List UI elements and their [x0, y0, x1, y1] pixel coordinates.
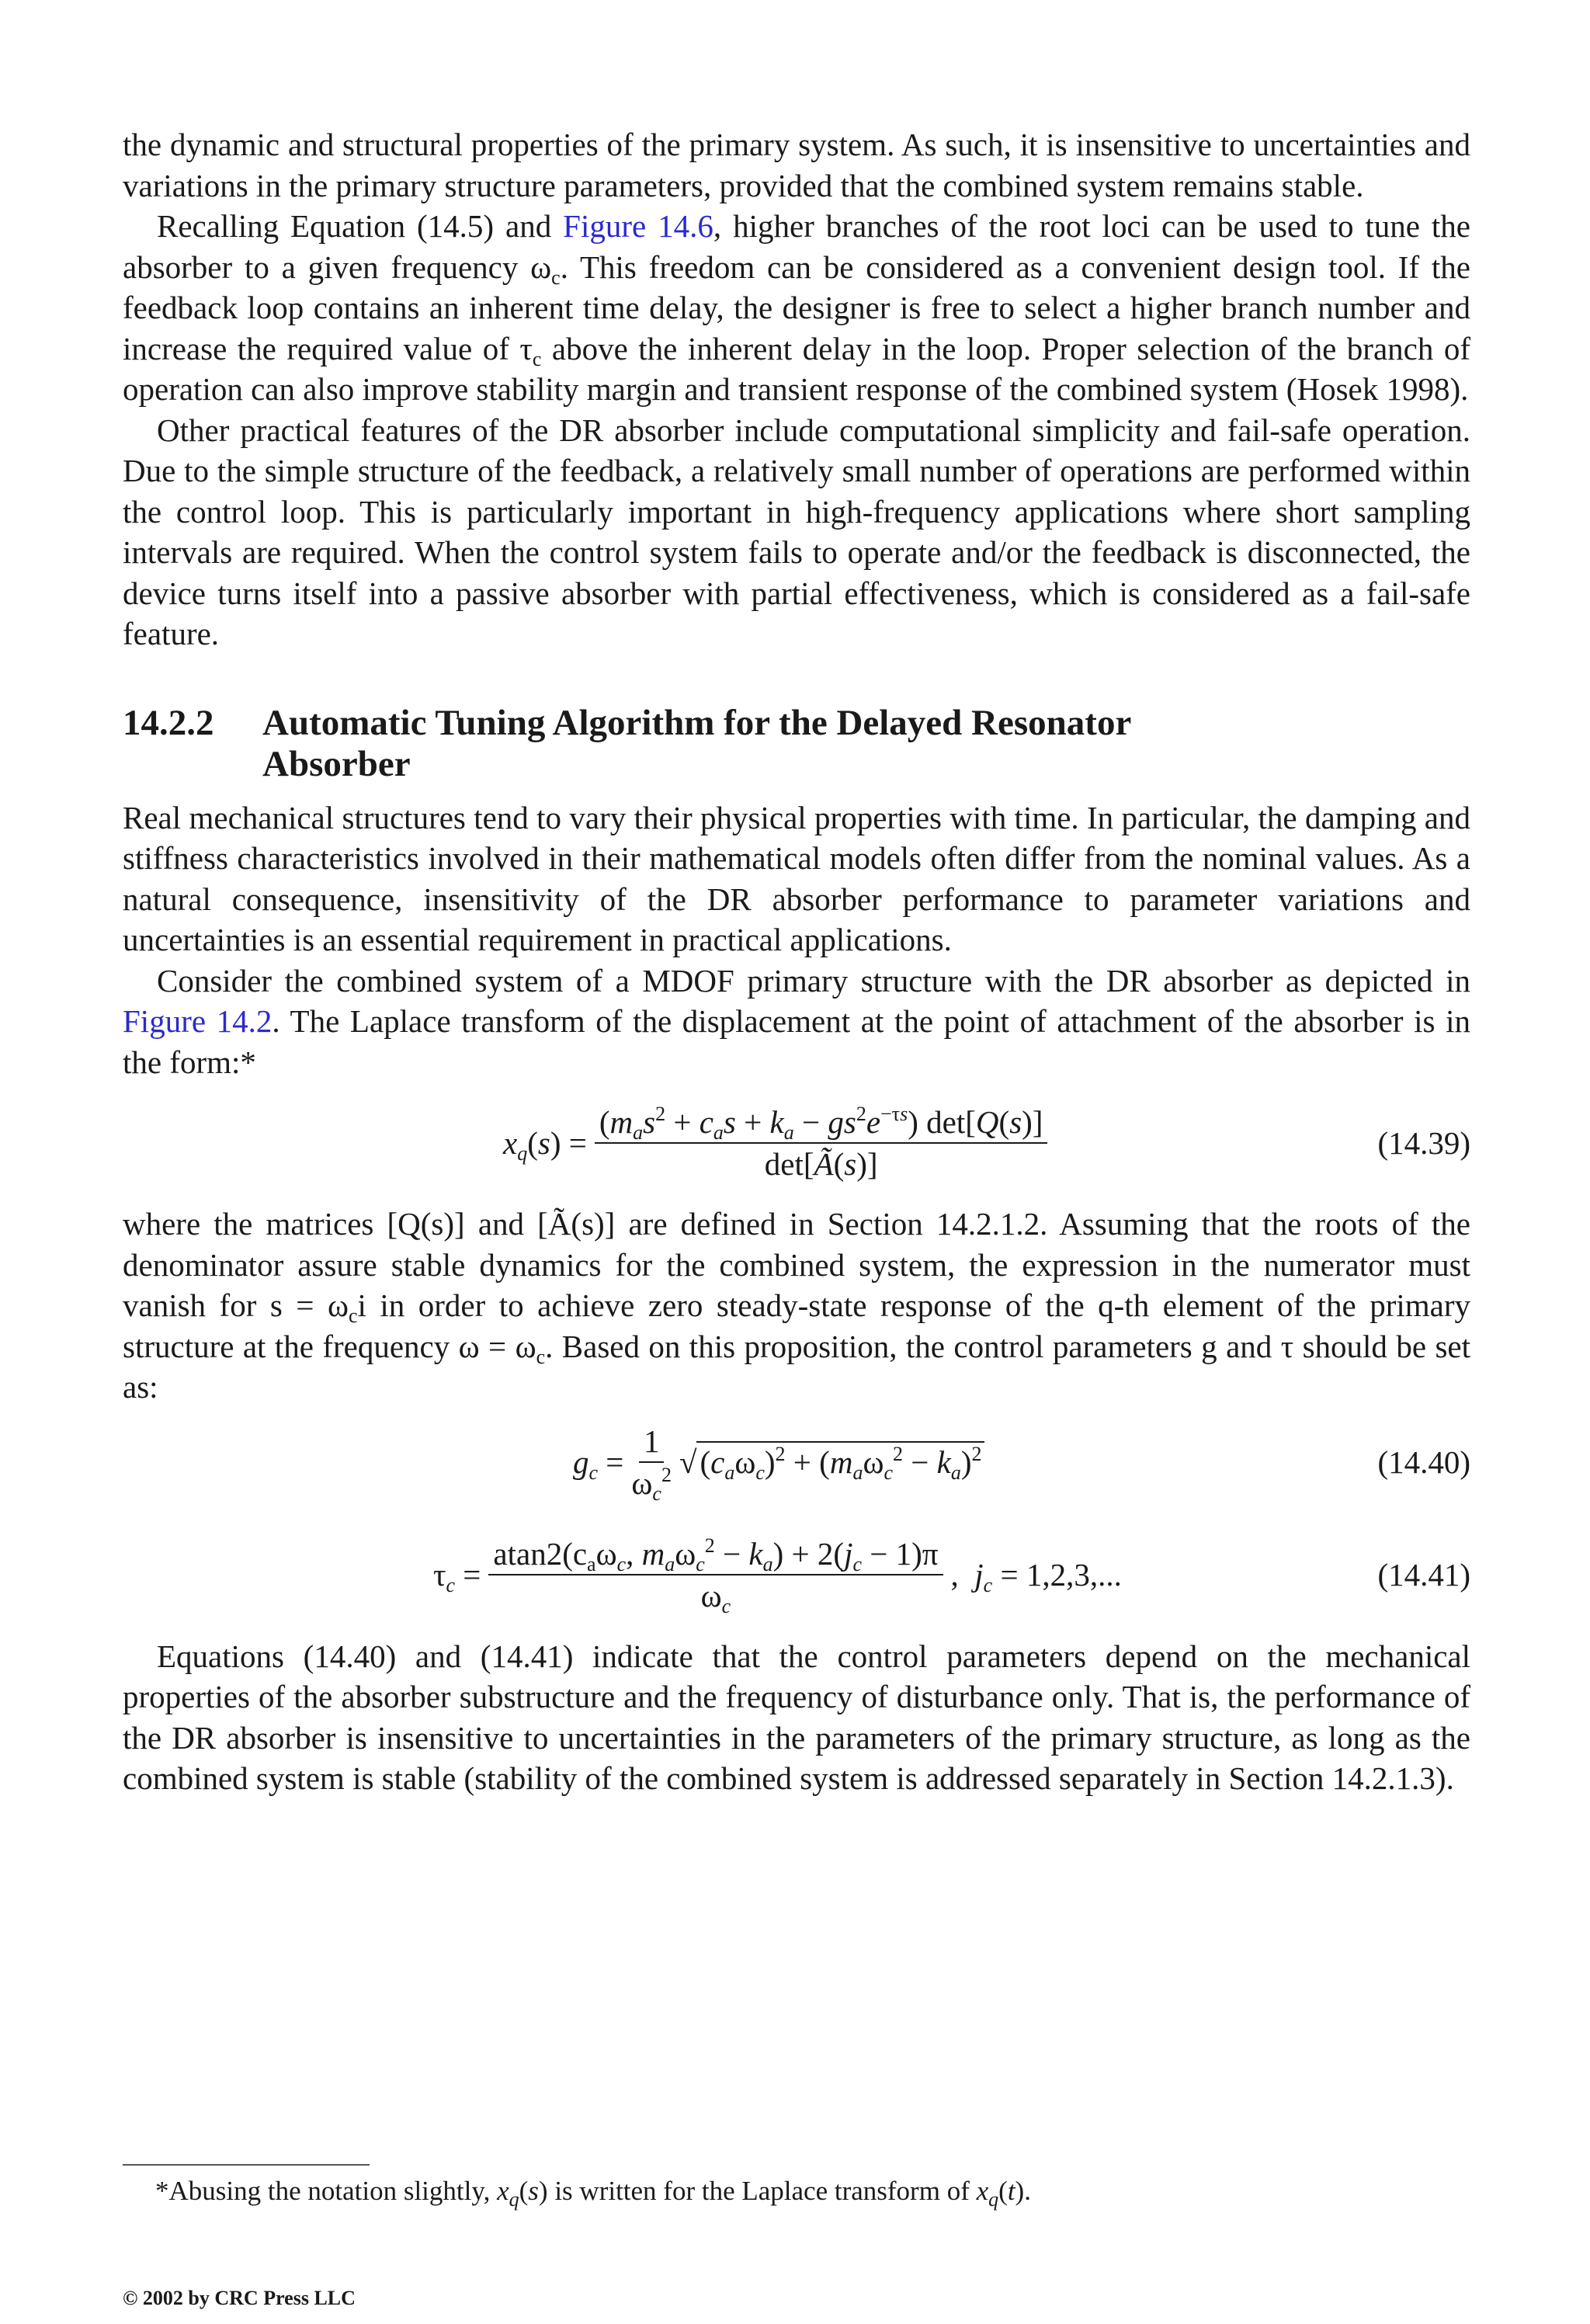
equation-number: (14.39): [1377, 1125, 1470, 1161]
text-run: . Based on this proposition, the control parameters g and τ should be set as:: [123, 1328, 1470, 1405]
section-number: 14.2.2: [123, 702, 214, 743]
paragraph-3: Other practical features of the DR absorber include computational simplicity and fail-safe operation. Due to the simple structure of the feedback, a relatively small number of operations are performed within the control loop. This is particularly important in high-frequency applications where short sampling intervals are required. When the control system fails to operate and/or the feedback is disconnected, the device turns itself into a passive absorber with partial effectiveness, which is considered as a fail-safe feature.: [123, 412, 1470, 651]
paragraph-5: [123, 961, 1470, 1083]
subscript: c: [532, 347, 542, 370]
fraction: $\frac{(m_as^2 + c_as + k_a - gs^2e^{-\tau s}) \det[Q(s)]}{\det[Ã(s)]}$: [595, 1103, 1048, 1183]
copyright-notice: © 2002 by CRC Press LLC: [123, 2287, 356, 2309]
paragraph-2: [123, 206, 1470, 410]
page-body: [123, 124, 1470, 1799]
section-heading: [123, 703, 1470, 785]
paragraph-6: [123, 1204, 1470, 1408]
text-run: where the matrices [Q(s)] and [Ã(s)] are defined in Section 14.2.1.2. Assuming that the roots of the denominator assure stable dynamics for the combined system, the expression in the numerator must vanish for s = ω: [123, 1206, 1470, 1323]
text-run: i in order to achieve zero steady-state response of the q-th element of the primary structure at the frequency ω = ω: [123, 1287, 1471, 1364]
paragraph-4: Real mechanical structures tend to vary their physical properties with time. In particular, the damping and stiffness characteristics involved in their mathematical models often differ from the nominal values. As a natural consequence, insensitivity of the DR absorber performance to parameter variations and uncertainties is an essential requirement in practical applications.: [123, 799, 1470, 957]
equation-14-40: [123, 1408, 1470, 1516]
figure-14-2-link[interactable]: Figure 14.2: [123, 1003, 273, 1039]
section-title: Automatic Tuning Algorithm for the Delayed Resonator Absorber: [262, 702, 1131, 784]
subscript: c: [348, 1304, 358, 1327]
subscript: c: [536, 1345, 546, 1368]
text-run: . The Laplace transform of the displacement at the point of attachment of the absorber is in the form:*: [123, 1003, 1470, 1080]
equation-14-39: [123, 1082, 1470, 1204]
paragraph-7: Equations (14.40) and (14.41) indicate that the control parameters depend on the mechanical properties of the absorber substructure and the frequency of disturbance only. That is, the performance of the DR absorber is insensitive to uncertainties in the parameters of the primary structure, as long as the combined system is stable (stability of the combined system is addressed separately in Section 14.2.1.3).: [123, 1638, 1470, 1796]
equation-body: $x_q(s)$ = $\frac{(m_as^2 + c_as + k_a - gs^2e^{-\tau s}) \det[Q(s)]}{\det[Ã(s)]}$: [503, 1103, 1047, 1183]
footnote-divider: [123, 2164, 370, 2166]
text-run: , higher branches of the root loci can be used to tune the absorber to a given frequency ω: [123, 208, 1471, 285]
subscript: c: [551, 266, 561, 289]
text-run: . This freedom can be considered as a convenient design tool. If the feedback loop contains an inherent time delay, the designer is free to select a higher branch number and increase the required value of τ: [123, 248, 1470, 366]
equation-number: (14.41): [1377, 1556, 1470, 1593]
footnote: *Abusing the notation slightly, $x_q(s)$ is written for the Laplace transform of $x_q(t)$.: [155, 2176, 1031, 2211]
fraction: $\frac{atan2(c_a\omega_c, m_a\omega_c^2 - k_a) + 2(j_c - 1)\pi}{\omega_c}$: [488, 1535, 943, 1614]
equation-number: (14.40): [1377, 1443, 1470, 1480]
equation-body: $g_c$ = $\frac{1}{\omega_c^2}$ $√(c_a\omega_c)^2 + (m_a\omega_c^2 - k_a)^2$: [573, 1423, 984, 1502]
text-run: Consider the combined system of a MDOF primary structure with the DR absorber as depicted in: [157, 962, 1470, 999]
paragraph-1: the dynamic and structural properties of the primary system. As such, it is insensitive to uncertainties and variations in the primary structure parameters, provided that the combined system remains stable.: [123, 127, 1470, 203]
text-run: Recalling Equation (14.5) and: [157, 208, 564, 244]
figure-14-6-link[interactable]: Figure 14.6: [563, 208, 713, 244]
fraction: $\frac{1}{\omega_c^2}$: [631, 1423, 672, 1505]
equation-14-41: [123, 1516, 1470, 1633]
equation-body: $\tau_c$ = $\frac{atan2(c_a\omega_c, m_a\omega_c^2 - k_a) + 2(j_c - 1)\pi}{\omega_c}$ , $j_c = 1,2,3$,...: [433, 1534, 1122, 1617]
text-run: above the inherent delay in the loop. Proper selection of the branch of operation can also improve stability margin and transient response of the combined system (Hosek 1998).: [123, 330, 1471, 407]
